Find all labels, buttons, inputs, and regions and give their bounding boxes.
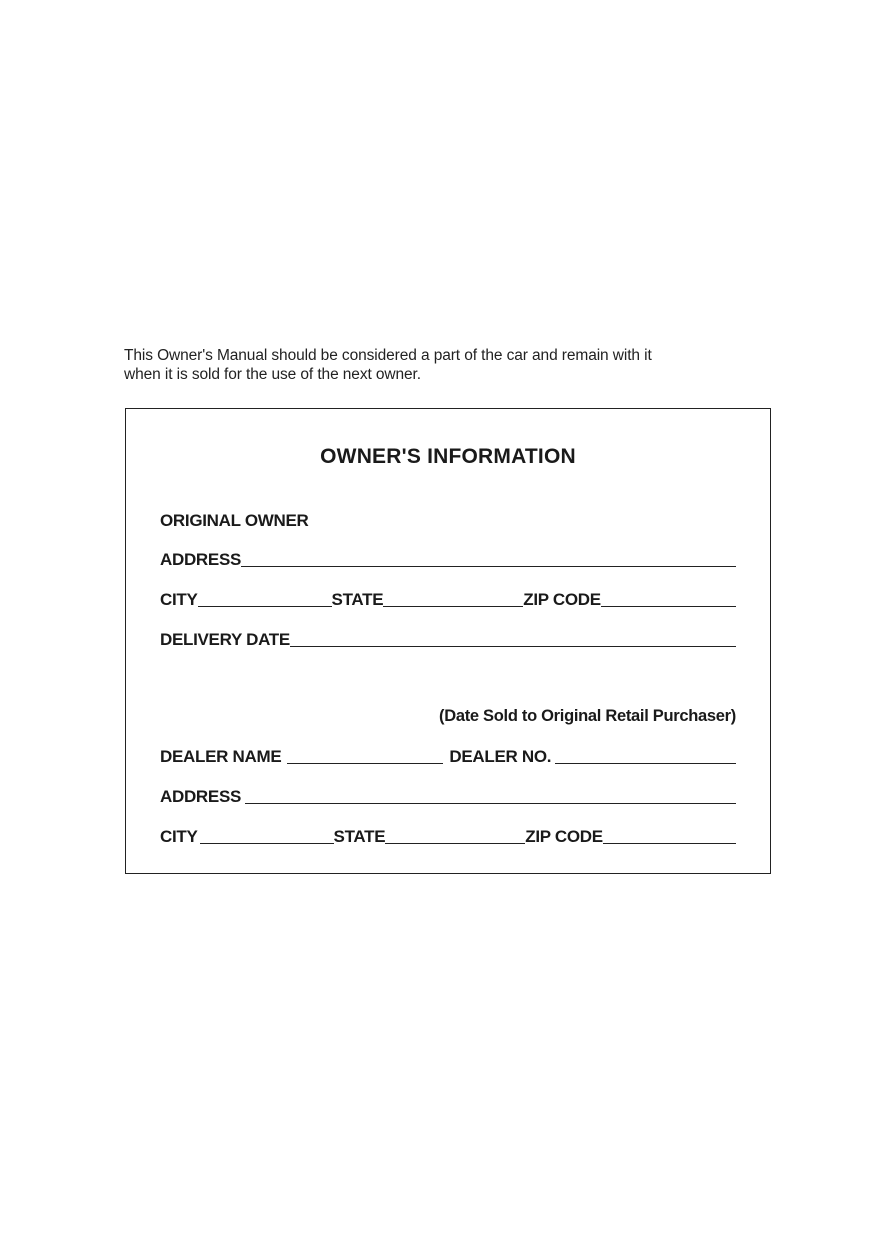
form-title: OWNER'S INFORMATION bbox=[320, 445, 576, 468]
dealer-state-label: STATE bbox=[333, 827, 386, 846]
owner-state-label: STATE bbox=[331, 590, 384, 609]
intro-line-2: when it is sold for the use of the next owner. bbox=[124, 366, 421, 383]
dealer-name-label: DEALER NAME bbox=[160, 747, 282, 766]
owner-zip-field[interactable] bbox=[601, 588, 736, 607]
dealer-address-field[interactable] bbox=[245, 785, 736, 804]
dealer-name-row bbox=[160, 743, 736, 767]
date-sold-note: (Date Sold to Original Retail Purchaser) bbox=[439, 707, 736, 725]
original-owner-label: ORIGINAL OWNER bbox=[160, 511, 309, 530]
dealer-zip-field[interactable] bbox=[603, 825, 736, 844]
owner-city-field[interactable] bbox=[198, 588, 332, 607]
intro-text bbox=[124, 346, 784, 384]
dealer-city-state-zip-row bbox=[160, 823, 736, 847]
dealer-city-field[interactable] bbox=[200, 825, 334, 844]
original-owner-row bbox=[160, 507, 736, 531]
dealer-name-field[interactable] bbox=[287, 745, 443, 764]
dealer-address-label: ADDRESS bbox=[160, 787, 242, 806]
dealer-zip-label: ZIP CODE bbox=[525, 827, 603, 846]
owner-state-field[interactable] bbox=[383, 588, 523, 607]
dealer-state-field[interactable] bbox=[385, 825, 525, 844]
delivery-date-label: DELIVERY DATE bbox=[160, 630, 290, 649]
owner-city-state-zip-row bbox=[160, 586, 736, 610]
dealer-city-label: CITY bbox=[160, 827, 198, 846]
intro-line-1: This Owner's Manual should be considered a part of the car and remain with it bbox=[124, 347, 652, 364]
owner-address-label: ADDRESS bbox=[160, 550, 242, 569]
delivery-date-field[interactable] bbox=[290, 628, 736, 647]
dealer-address-row bbox=[160, 783, 736, 807]
owners-information-form bbox=[125, 408, 771, 874]
owner-zip-label: ZIP CODE bbox=[523, 590, 601, 609]
owner-city-label: CITY bbox=[160, 590, 198, 609]
owner-address-field[interactable] bbox=[241, 548, 736, 567]
owner-address-row bbox=[160, 546, 736, 570]
delivery-date-row bbox=[160, 626, 736, 650]
dealer-no-field[interactable] bbox=[555, 745, 736, 764]
dealer-no-label: DEALER NO. bbox=[449, 747, 552, 766]
